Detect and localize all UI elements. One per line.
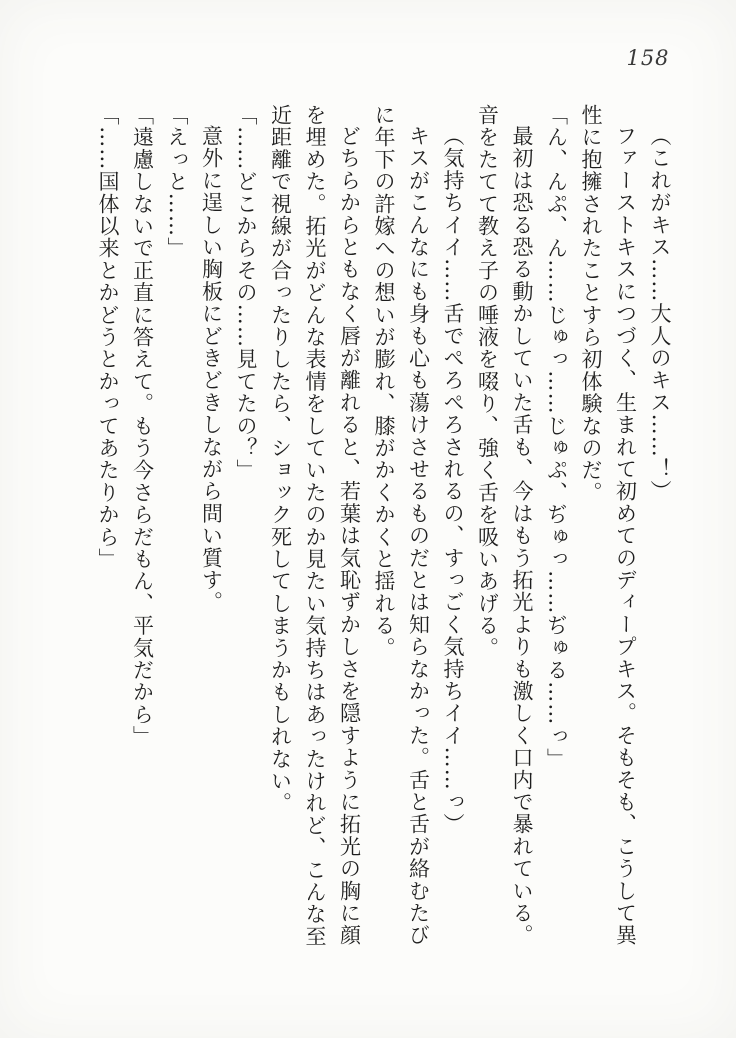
narration-paragraph: ファーストキスにつづく、生まれて初めてのディープキス。そもそも、こうして異性に抱擁されたことすら初体験なのだ。 [579, 104, 638, 947]
dialogue-paragraph: 「遠慮しないで正直に答えて。もう今さらだもん、平気だから」 [130, 104, 155, 748]
thought-paragraph: （気持ちイイ……舌でぺろぺろされるの、すっごく気持ちイイ……っ） [441, 125, 465, 836]
thought-paragraph: （これがキス……大人のキス……！） [648, 125, 672, 503]
dialogue-paragraph: 「ん、んぷ、ん……じゅっ……じゅぷ、ぢゅっ……ぢゅる……っ」 [544, 104, 569, 770]
narration-paragraph: 最初は恐る恐る動かしていた舌も、今はもう拓光よりも激しく口内で暴れている。音をたてて教え子の唾液を啜り、強く舌を吸いあげる。 [475, 104, 534, 947]
dialogue-paragraph: 「……どこからその……見てたの？」 [234, 104, 258, 482]
dialogue-paragraph: 「えっと……」 [165, 104, 189, 260]
body-text [91, 104, 678, 953]
narration-paragraph: 意外に逞しい胸板にどきどきしながら問い質す。 [199, 125, 224, 614]
narration-paragraph: どちらからともなく唇が離れると、若葉は気恥ずかしさを隠すように拓光の胸に顔を埋めた。拓光がどんな表情をしていたのか見たい気持ちはあったけれど、こんな至近距離で視線が合ったりしたら、ショック死してしまうかもしれない。 [268, 104, 362, 948]
page-number: 158 [626, 46, 670, 70]
narration-paragraph: キスがこんなにも身も心も蕩けさせるものだとは知らなかった。舌と舌が絡むたびに年下の許嫁への想いが膨れ、膝がかくかくと揺れる。 [372, 104, 431, 947]
dialogue-paragraph: 「……国体以来とかどうとかってあたりから」 [96, 104, 120, 571]
